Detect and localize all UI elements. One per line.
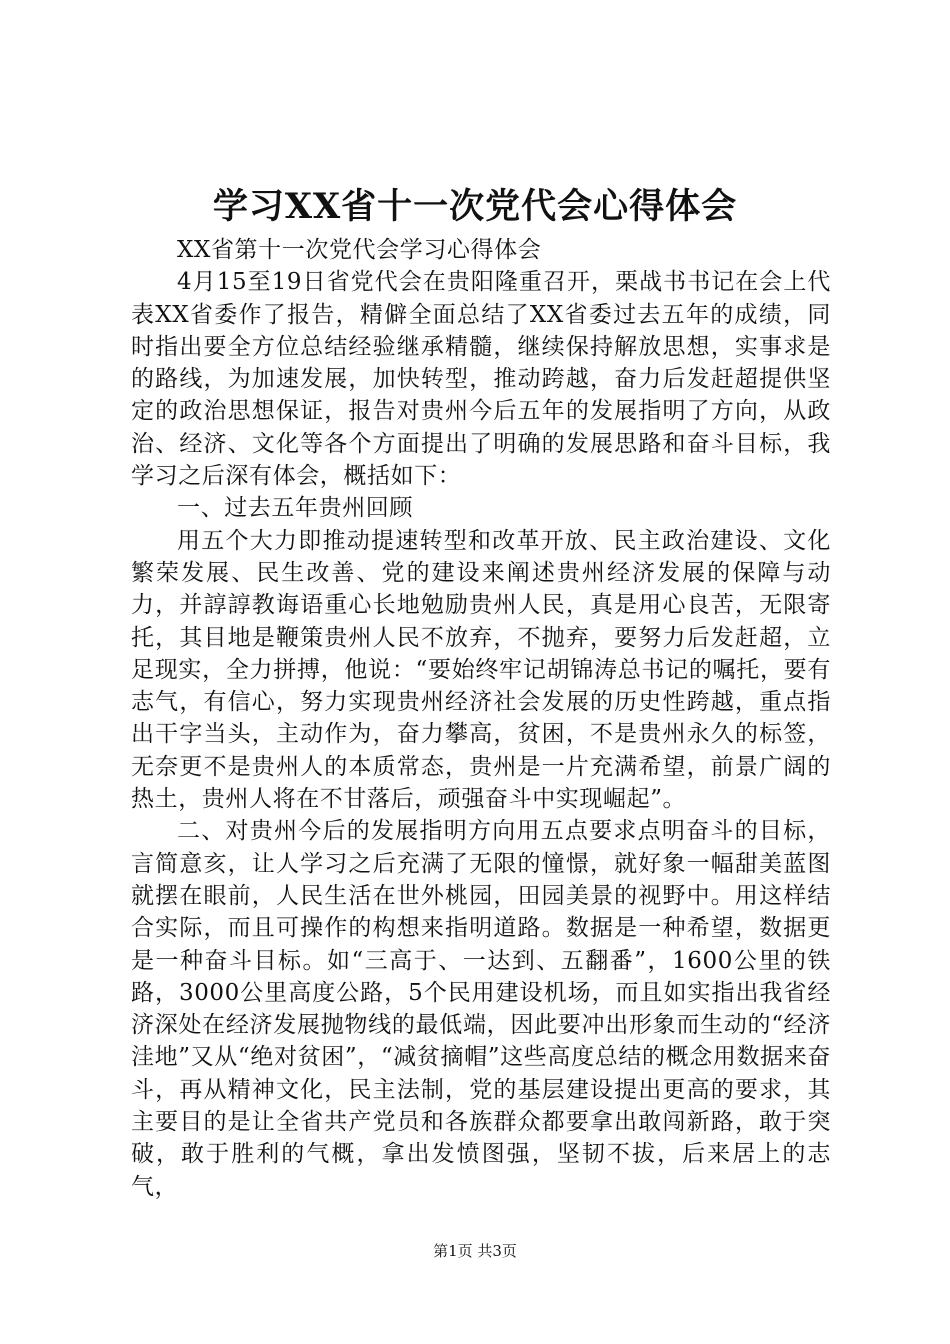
subtitle-paragraph: XX省第十一次党代会学习心得体会 <box>177 237 542 263</box>
document-title: 学习XX省十一次党代会心得体会 <box>212 186 738 227</box>
document-body <box>131 234 831 1203</box>
section-heading-1: 一、过去五年贵州回顾 <box>177 495 413 522</box>
page-number-footer: 第1页 共3页 <box>433 1242 517 1260</box>
section-1-paragraph: 用五个大力即推动提速转型和改革开放、民主政治建设、文化繁荣发展、民生改善、党的建设来阐述贵州经济发展的保障与动力，并諄諄教诲语重心长地勉励贵州人民，真是用心良苦，无限寄托，其目地是鞭策贵州人民不放弃，不抛弃，要努力后发赶超，立足现实，全力拼搏，他说：“要始终牢记胡锦涛总书记的嘱托，要有志气，有信心，努力实现贵州经济社会发展的历史性跨越，重点指出干字当头，主动作为，奋力攀高，贫困，不是贵州永久的标签，无奈更不是贵州人的本质常态，贵州是一片充满希望，前景广阔的热土，贵州人将在不甘落后，顽强奋斗中实现崛起”。 <box>131 527 831 813</box>
intro-paragraph: 4月15至19日省党代会在贵阳隆重召开，栗战书书记在会上代表XX省委作了报告，精僻全面总结了XX省委过去五年的成绩，同时指出要全方位总结经验继承精髓，继续保持解放思想，实事求是的路线，为加速发展，加快转型，推动跨越，奋力后发赶超提供坚定的政治思想保证，报告对贵州今后五年的发展指明了方向，从政治、经济、文化等各个方面提出了明确的发展思路和奋斗目标，我学习之后深有体会，概括如下： <box>131 269 831 490</box>
section-2-paragraph: 二、对贵州今后的发展指明方向用五点要求点明奋斗的目标，言简意亥，让人学习之后充满了无限的憧憬，就好象一幅甜美蓝图就摆在眼前，人民生活在世外桃园，田园美景的视野中。用这样结合实际，而且可操作的构想来指明道路。数据是一种希望，数据更是一种奋斗目标。如“三高于、一达到、五翻番”，1600公里的铁路，3000公里高度公路，5个民用建设机场，而且如实指出我省经济深处在经济发展抛物线的最低端，因此要冲出形象而生动的“经济洼地”又从“绝对贫困”，“减贫摘帽”这些高度总结的概念用数据来奋斗，再从精神文化，民主法制，党的基层建设提出更高的要求，其主要目的是让全省共产党员和各族群众都要拿出敢闯新路，敢于突破，敢于胜利的气概，拿出发愤图强，坚韧不拔，后来居上的志气， <box>131 818 831 1200</box>
